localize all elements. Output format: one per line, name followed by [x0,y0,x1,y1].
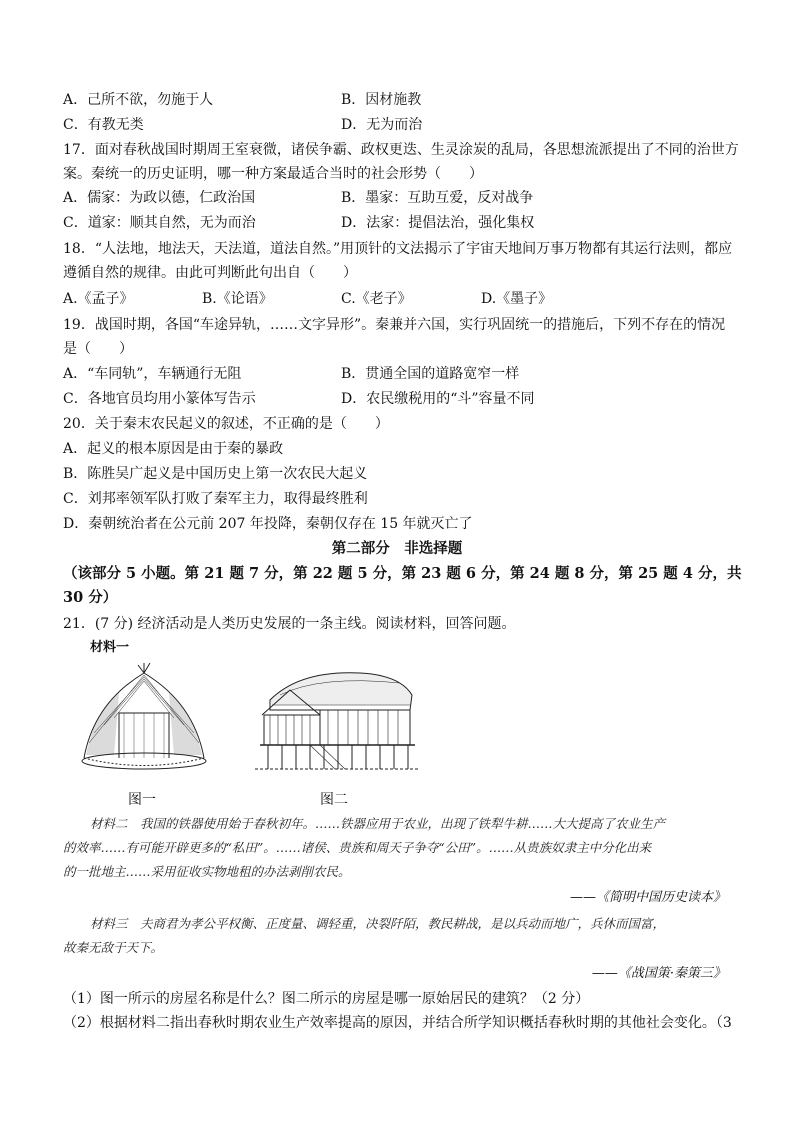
q16-option-a: A．己所不欲，勿施于人 [63,92,214,108]
material-3-line1: 材料三 夫商君为孝公平权衡、正度量、调轻重，决裂阡陌，教民耕战，是以兵动而地广，兵休而国富， [90,916,666,931]
q19-option-a: A．“车同轨”，车辆通行无阻 [63,366,242,382]
q17-option-b: B．墨家：互助互爱，反对战争 [341,190,534,206]
part2-note-line2: 30 分） [63,589,118,606]
material-3-line2: 故秦无敌于天下。 [63,940,164,955]
q18-stem-line1: 18．“人法地，地法天，天法道，道法自然。”用顶针的文法揭示了宇宙天地间万事万物都有其运行法则，都应 [63,241,733,257]
q17-stem-line1: 17．面对春秋战国时期周王室衰微，诸侯争霸、政权更迭、生灵涂炭的乱局，各思想流派提出了不同的治世方 [63,142,739,158]
q19-stem-line1: 19．战国时期，各国“车途异轨，……文字异形”。秦兼并六国，实行巩固统一的措施后，下列不存在的情况 [63,317,726,333]
q19-option-d: D．农民缴税用的“斗”容量不同 [341,391,535,407]
q20-stem: 20．关于秦末农民起义的叙述，不正确的是（ ） [63,416,389,432]
q16-option-b: B．因材施教 [341,92,422,108]
q20-option-b: B．陈胜吴广起义是中国历史上第一次农民大起义 [63,466,368,482]
part2-note-line1: （该部分 5 小题。第 21 题 7 分，第 22 题 5 分，第 23 题 6 分，第 24 题 8 分，第 25 题 4 分，共 [63,565,742,582]
material-3-source: ——《战国策·秦策三》 [591,966,726,981]
q19-stem-line2: 是（ ） [63,341,133,357]
q17-stem-line2: 案。秦统一的历史证明，哪一种方案最适合当时的社会形势（ ） [63,166,483,182]
q18-option-a: A.《孟子》 [63,291,134,307]
q16-option-c: C．有教无类 [63,117,144,133]
q18-option-d: D.《墨子》 [481,291,553,307]
q20-option-c: C．刘邦率领军队打败了秦军主力，取得最终胜利 [63,491,368,507]
q17-option-d: D．法家：提倡法治，强化集权 [341,215,535,231]
q21-stem: 21．(7 分) 经济活动是人类历史发展的一条主线。阅读材料，回答问题。 [63,616,516,632]
q16-option-d: D．无为而治 [341,117,423,133]
material-2-line2: 的效率……有可能开辟更多的“私田”。……诸侯、贵族和周天子争夺“公田”。……从贵族奴隶主中分化出来 [63,840,652,855]
material-2-line3: 的一批地主……采用征收实物地租的办法剥削农民。 [63,864,351,879]
q17-option-c: C．道家：顺其自然，无为而治 [63,215,256,231]
material-2-line1: 材料二 我国的铁器使用始于春秋初年。……铁器应用于农业，出现了铁犁牛耕……大大提高了农业生产 [90,816,666,831]
q20-option-a: A．起义的根本原因是由于秦的暴政 [63,441,284,457]
material-2-source: ——《简明中国历史读本》 [569,890,726,905]
q18-option-c: C.《老子》 [341,291,412,307]
q17-option-a: A．儒家：为政以德，仁政治国 [63,190,256,206]
figure-2-caption: 图二 [320,792,348,808]
part2-title: 第二部分 非选择题 [331,540,463,557]
figure-1-round-hut-image [74,663,214,778]
q21-sub2: （2）根据材料二指出春秋时期农业生产效率提高的原因，并结合所学知识概括春秋时期的其他社会变化。（3 [63,1015,732,1031]
q21-sub1: （1）图一所示的房屋名称是什么？图二所示的房屋是哪一原始居民的建筑？（2 分） [63,991,590,1007]
q19-option-c: C．各地官员均用小篆体写告示 [63,391,256,407]
material-1-label: 材料一 [90,640,130,655]
q18-option-b: B.《论语》 [202,291,273,307]
q18-stem-line2: 遵循自然的规律。由此可判断此句出自（ ） [63,265,357,281]
q20-option-d: D．秦朝统治者在公元前 207 年投降，秦朝仅存在 15 年就灭亡了 [63,516,473,532]
figure-2-stilt-house-image [250,665,430,775]
q19-option-b: B．贯通全国的道路宽窄一样 [341,366,520,382]
figure-1-caption: 图一 [128,792,156,808]
